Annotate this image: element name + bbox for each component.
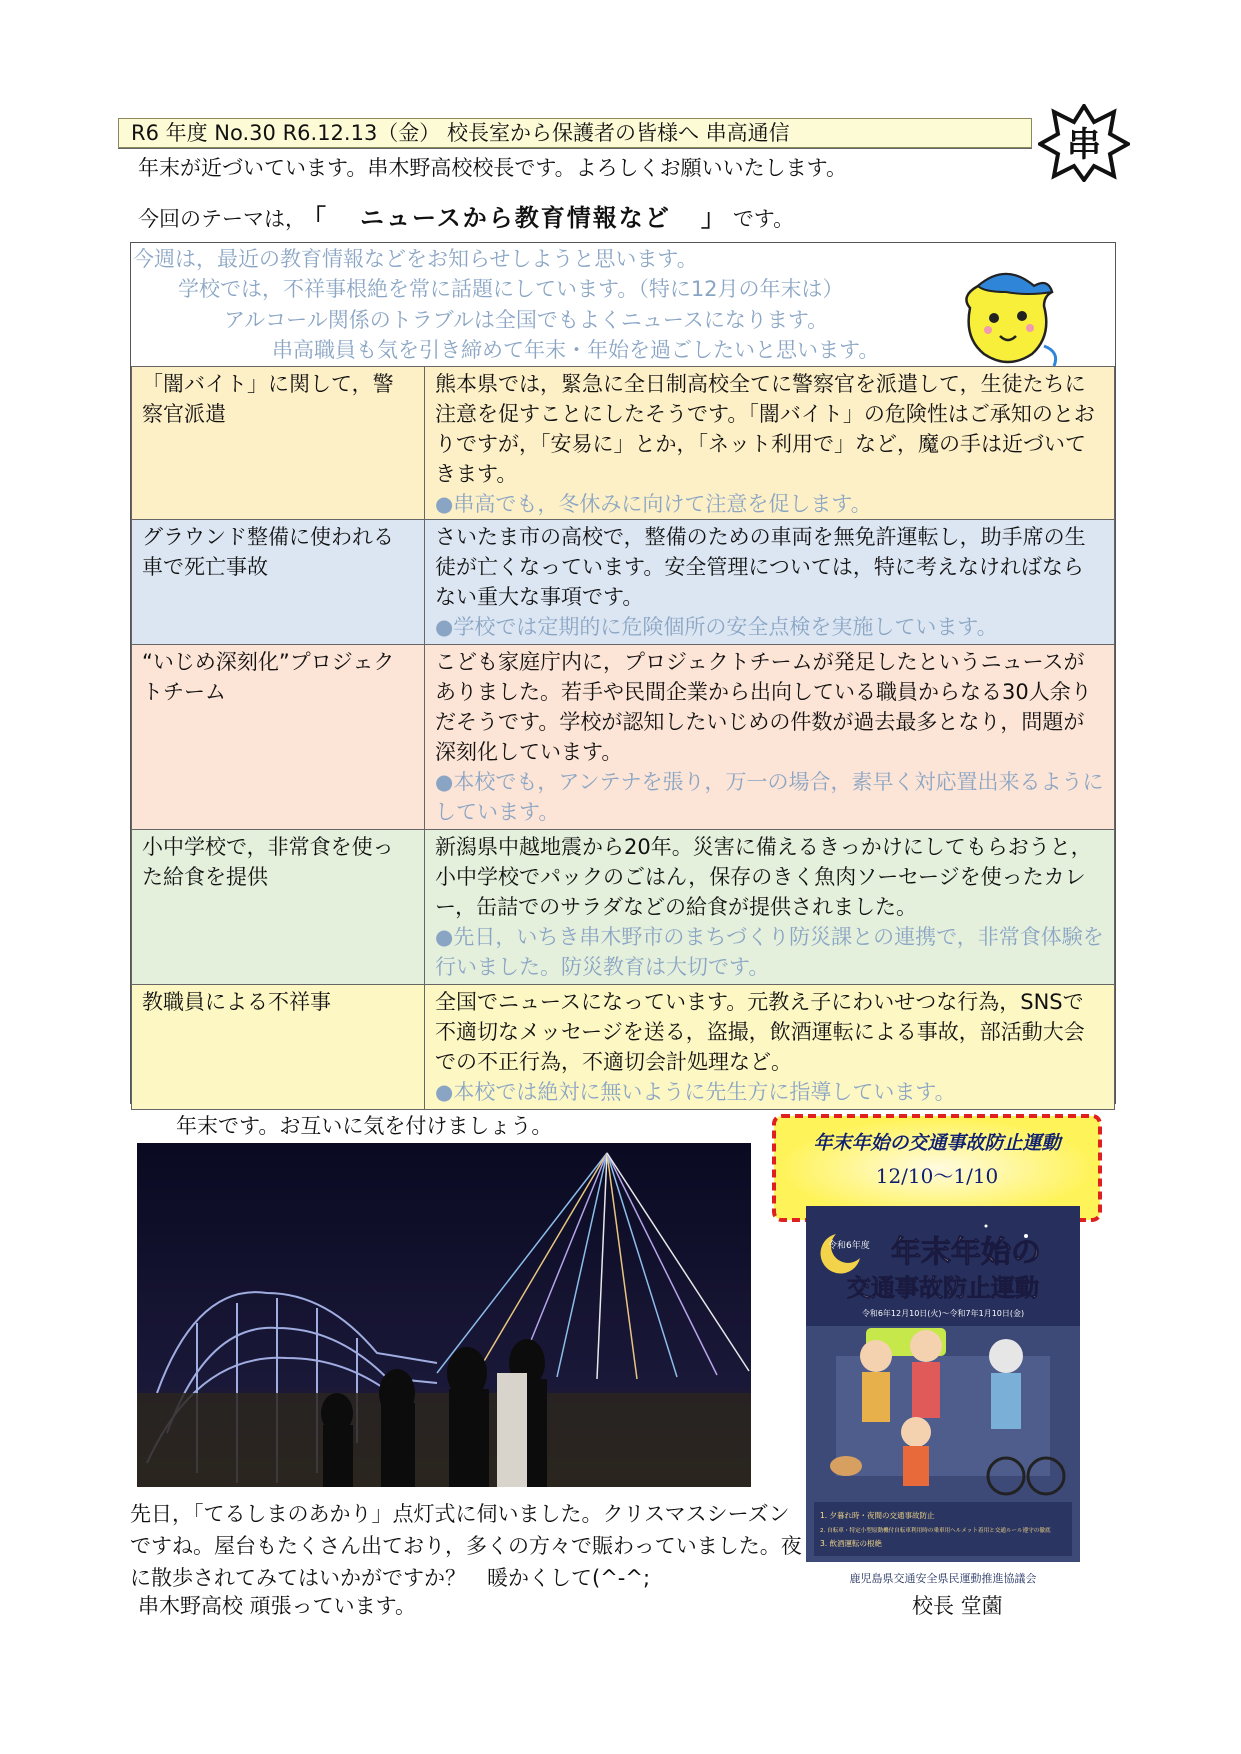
topic-heading: 教職員による不祥事: [132, 985, 425, 1110]
theme-prefix: 今回のテーマは，: [138, 207, 306, 231]
poster-heading-1: 年末年始の: [891, 1235, 1041, 1270]
topic-heading: グラウンド整備に使われる車で死亡事故: [132, 520, 425, 645]
intro-line-3: アルコール関係のトラブルは全国でもよくニュースになります。: [224, 308, 829, 332]
poster-dates: 令和6年12月10日(火)～令和7年1月10日(金): [861, 1309, 1025, 1318]
footer-principal: 校長 堂薗: [912, 1594, 1003, 1618]
intro-line-2: 学校では，不祥事根絶を常に話題にしています。（特に12月の年末は）: [178, 277, 844, 301]
theme-suffix: です。: [732, 207, 795, 231]
topic-body: 全国でニュースになっています。元教え子にわいせつな行為，SNSで不適切なメッセージを送る，盗撮，飲酒運転による事故，部活動大会での不正行為，不適切会計処理など。: [435, 990, 1085, 1074]
school-crest-icon: [1038, 104, 1130, 182]
footer-school: 串木野高校 頑張っています。: [138, 1594, 416, 1618]
topic-note: ●学校では定期的に危険個所の安全点検を実施しています。: [435, 615, 998, 639]
table-row: [132, 367, 1115, 520]
topic-body: こども家庭庁内に，プロジェクトチームが発足したというニュースがありました。若手や民間企業から出向している職員からなる30人余りだそうです。学校が認知したいじめの件数が過去最多となり，問題が深刻化しています。: [435, 650, 1092, 764]
topic-heading: “いじめ深刻化”プロジェクトチーム: [132, 645, 425, 830]
campaign-dates: 12/10～1/10: [875, 1164, 999, 1188]
table-row: [132, 830, 1115, 985]
topic-cell: [425, 985, 1115, 1110]
mascot-icon: [948, 266, 1066, 376]
topic-cell: [425, 830, 1115, 985]
illumination-photo: [137, 1143, 751, 1487]
poster-heading-2: 交通事故防止運動: [847, 1274, 1039, 1302]
traffic-safety-poster: [806, 1206, 1080, 1592]
topic-note: ●本校では絶対に無いように先生方に指導しています。: [435, 1080, 956, 1104]
theme-open-quote: 「: [314, 204, 326, 232]
table-row: [132, 520, 1115, 645]
poster-organization: 鹿児島県交通安全県民運動推進協議会: [849, 1572, 1037, 1585]
topic-note: ●本校でも，アンテナを張り，万一の場合，素早く対応置出来るようにしています。: [435, 770, 1104, 824]
photo-caption: 先日，「てるしまのあかり」点灯式に伺いました。クリスマスシーズンですね。屋台もたくさん出ており，多くの方々で賑わっていました。夜に散歩されてみてはいかがですか？ 暖かくして(^-^;: [130, 1502, 802, 1590]
topic-note: ●先日，いちき串木野市のまちづくり防災課との連携で，非常食体験を行いました。防災教育は大切です。: [435, 925, 1104, 979]
campaign-title: 年末年始の交通事故防止運動: [813, 1132, 1061, 1154]
table-row: [132, 645, 1115, 830]
topic-cell: [425, 367, 1115, 520]
topic-heading: 小中学校で，非常食を使った給食を提供: [132, 830, 425, 985]
topic-body: さいたま市の高校で，整備のための車両を無免許運転し，助手席の生徒が亡くなっています。安全管理については，特に考えなければならない重大な事項です。: [435, 525, 1086, 609]
topics-table: [131, 366, 1115, 1110]
theme-close-quote: 」: [700, 204, 725, 232]
poster-point-3: 3. 飲酒運転の根絶: [820, 1539, 883, 1548]
poster-era: 令和6年度: [828, 1241, 870, 1251]
poster-point-2: 2. 自転車・特定小型原動機付自転車利用時の乗車用ヘルメット着用と交通ルール遵守の徹底: [820, 1528, 1051, 1534]
topic-body: 熊本県では，緊急に全日制高校全てに警察官を派遣して，生徒たちに注意を促すことにしたそうです。「闇バイト」の危険性はご承知のとおりですが，「安易に」とか，「ネット利用で」など，魔の手は近づいてきます。: [435, 372, 1095, 486]
svg-text:串: 串: [1067, 125, 1101, 165]
topic-heading: 「闇バイト」に関して，警察官派遣: [132, 367, 425, 520]
theme-line: [138, 198, 794, 233]
newsletter-title: R6 年度 No.30 R6.12.13（金） 校長室から保護者の皆様へ 串高通信: [118, 118, 1032, 148]
theme-title: ニュースから教育情報など: [360, 204, 671, 232]
poster-point-1: 1. 夕暮れ時・夜間の交通事故防止: [820, 1511, 935, 1520]
topic-cell: [425, 520, 1115, 645]
greeting: 年末が近づいています。串木野高校校長です。よろしくお願いいたします。: [138, 156, 847, 180]
intro-line-1: 今週は，最近の教育情報などをお知らせしようと思います。: [133, 247, 698, 271]
year-end-message: 年末です。お互いに気を付けましょう。: [176, 1114, 553, 1138]
topic-body: 新潟県中越地震から20年。災害に備えるきっかけにしてもらおうと，小中学校でパックのごはん，保存のきく魚肉ソーセージを使ったカレー，缶詰でのサラダなどの給食が提供されました。: [435, 835, 1092, 919]
topic-cell: [425, 645, 1115, 830]
table-row: [132, 985, 1115, 1110]
title-underline: [118, 148, 1032, 149]
topic-note: ●串高でも，冬休みに向けて注意を促します。: [435, 492, 872, 516]
intro-line-4: 串高職員も気を引き締めて年末・年始を過ごしたいと思います。: [272, 338, 880, 362]
